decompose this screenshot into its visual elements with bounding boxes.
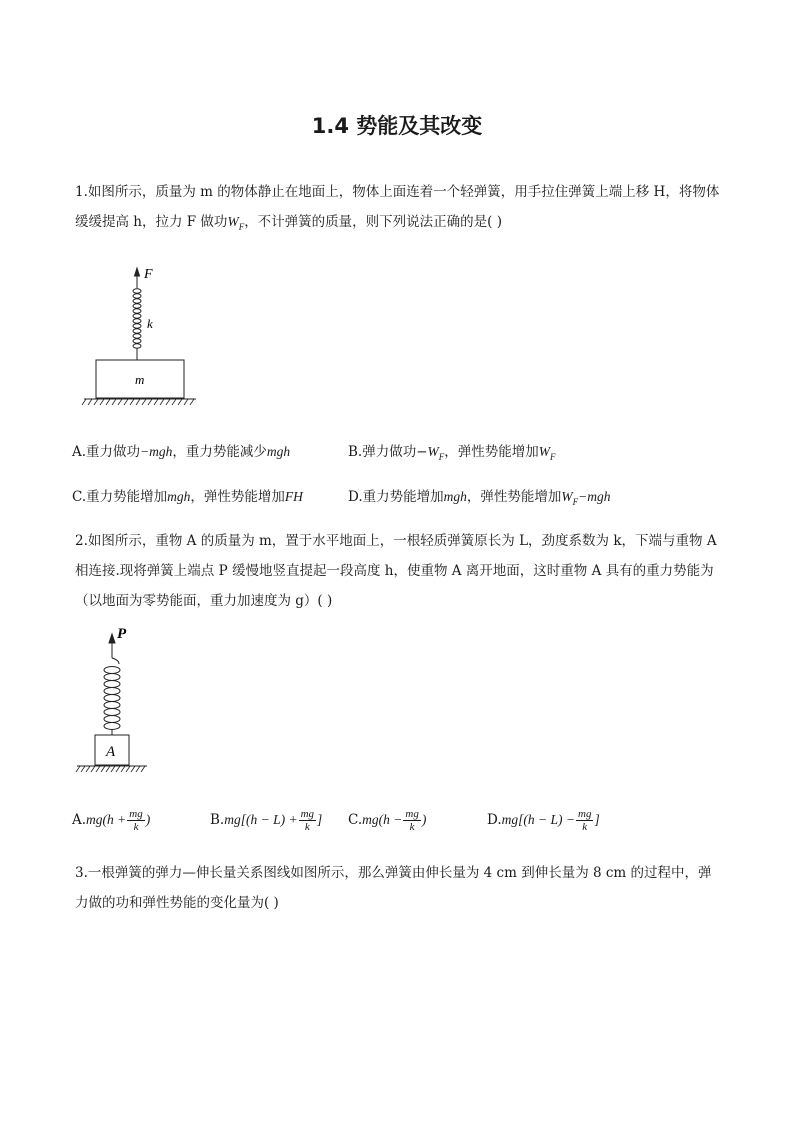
q1-fig-force-label: F: [144, 267, 153, 282]
q2-option-d[interactable]: [487, 808, 600, 833]
q1-a-expr2: mgh: [266, 444, 291, 459]
q1-option-b[interactable]: [348, 440, 556, 463]
question-2-text: 2.如图所示，重物 A 的质量为 m，置于水平地面上，一根轻质弹簧原长为 L，劲度系数为 k，下端与重物 A 相连接.现将弹簧上端点 P 缓慢地竖直提起一段高度 h，使重物 A 离开地面，这时重物 A 具有的重力势能为（以地面为零势能面，重力加速度为 g）( ): [75, 533, 717, 609]
q2-figure: [75, 622, 155, 777]
q2-b-frac-num: mg: [300, 808, 315, 820]
q1-text-b: ，不计弹簧的质量，则下列说法正确的是( ): [244, 214, 503, 230]
q1-fig-mass-label: m: [135, 372, 145, 387]
q2-d-pre: mg[(h − L) −: [501, 812, 575, 827]
q2-option-a[interactable]: [72, 808, 150, 833]
q2-fig-point-label: P: [117, 626, 127, 642]
question-1-text: [75, 177, 725, 242]
q2-b-post: ]: [317, 812, 323, 827]
q2-fig-block-label: A: [106, 744, 116, 760]
q2-c-pre: mg(h −: [362, 812, 403, 827]
q2-d-frac-den: k: [582, 821, 588, 833]
q2-b-label: B.: [210, 812, 225, 828]
q1-c-pre: C.重力势能增加: [72, 489, 168, 505]
q1-b-wf: W: [427, 444, 439, 459]
q2-c-label: C.: [348, 812, 363, 828]
q1-a-mid: ，重力势能减少: [172, 444, 267, 460]
q2-a-label: A.: [72, 812, 87, 828]
question-3-text: 3.一根弹簧的弹力—伸长量关系图线如图所示，那么弹簧由伸长量为 4 cm 到伸长量为 8 cm 的过程中，弹力做的功和弹性势能的变化量为( ): [75, 865, 712, 911]
q1-wf: W: [227, 214, 239, 229]
q1-a-pre: A.重力做功: [72, 444, 141, 460]
q1-option-c[interactable]: [72, 485, 303, 505]
q2-d-frac-num: mg: [578, 808, 592, 820]
q1-a-expr1: −mgh: [140, 444, 173, 459]
q2-d-label: D.: [487, 812, 502, 828]
q1-c-mid: ，弹性势能增加: [190, 489, 285, 505]
q1-b-wf-sub: F: [438, 451, 445, 462]
q2-a-pre: mg(h +: [86, 812, 127, 827]
q2-c-frac: [403, 808, 420, 833]
q1-b-wf2: W: [538, 444, 551, 459]
page-title: 1.4 势能及其改变: [311, 114, 483, 138]
q1-d-pre: D.重力势能增加: [348, 489, 444, 505]
q2-option-c[interactable]: [348, 808, 426, 833]
q1-wf-sub: F: [238, 221, 245, 232]
q1-d-expr1: mgh: [443, 489, 467, 504]
q1-c-expr1: mgh: [167, 489, 191, 504]
q2-b-frac: [299, 808, 316, 833]
q1-b-minus: −: [416, 444, 428, 460]
q1-b-pre: B.弹力做功: [348, 444, 417, 460]
q2-c-post: ): [421, 812, 427, 827]
q1-option-a[interactable]: [72, 440, 290, 460]
q1-d-wf-sub: F: [572, 496, 579, 507]
q2-a-frac: [127, 808, 144, 833]
q1-d-wf: W: [561, 489, 573, 504]
q1-text-a: 1.如图所示，质量为 m 的物体静止在地面上，物体上面连着一个轻弹簧，用手拉住弹簧上端上移 H，将物体缓缓提高 h，拉力 F 做功: [75, 184, 720, 230]
q1-d-mid: ，弹性势能增加: [466, 489, 562, 505]
q2-option-b[interactable]: [210, 808, 322, 833]
q2-c-frac-den: k: [409, 821, 415, 833]
q2-d-frac: [576, 808, 593, 833]
q2-a-frac-num: mg: [129, 808, 143, 820]
q2-c-frac-num: mg: [405, 808, 419, 820]
q1-figure: [80, 262, 205, 412]
q1-b-mid: ，弹性势能增加: [444, 444, 539, 460]
q2-a-frac-den: k: [133, 821, 139, 833]
q2-d-post: ]: [594, 812, 600, 827]
q1-fig-spring-label: k: [147, 316, 153, 331]
q1-option-d[interactable]: [348, 485, 611, 508]
q2-b-frac-den: k: [304, 821, 310, 833]
q1-d-tail: −mgh: [578, 489, 611, 504]
q2-a-post: ): [145, 812, 151, 827]
q2-b-pre: mg[(h − L) +: [224, 812, 298, 827]
q1-c-expr2: FH: [284, 489, 303, 504]
q1-b-wf2-sub: F: [550, 451, 556, 462]
